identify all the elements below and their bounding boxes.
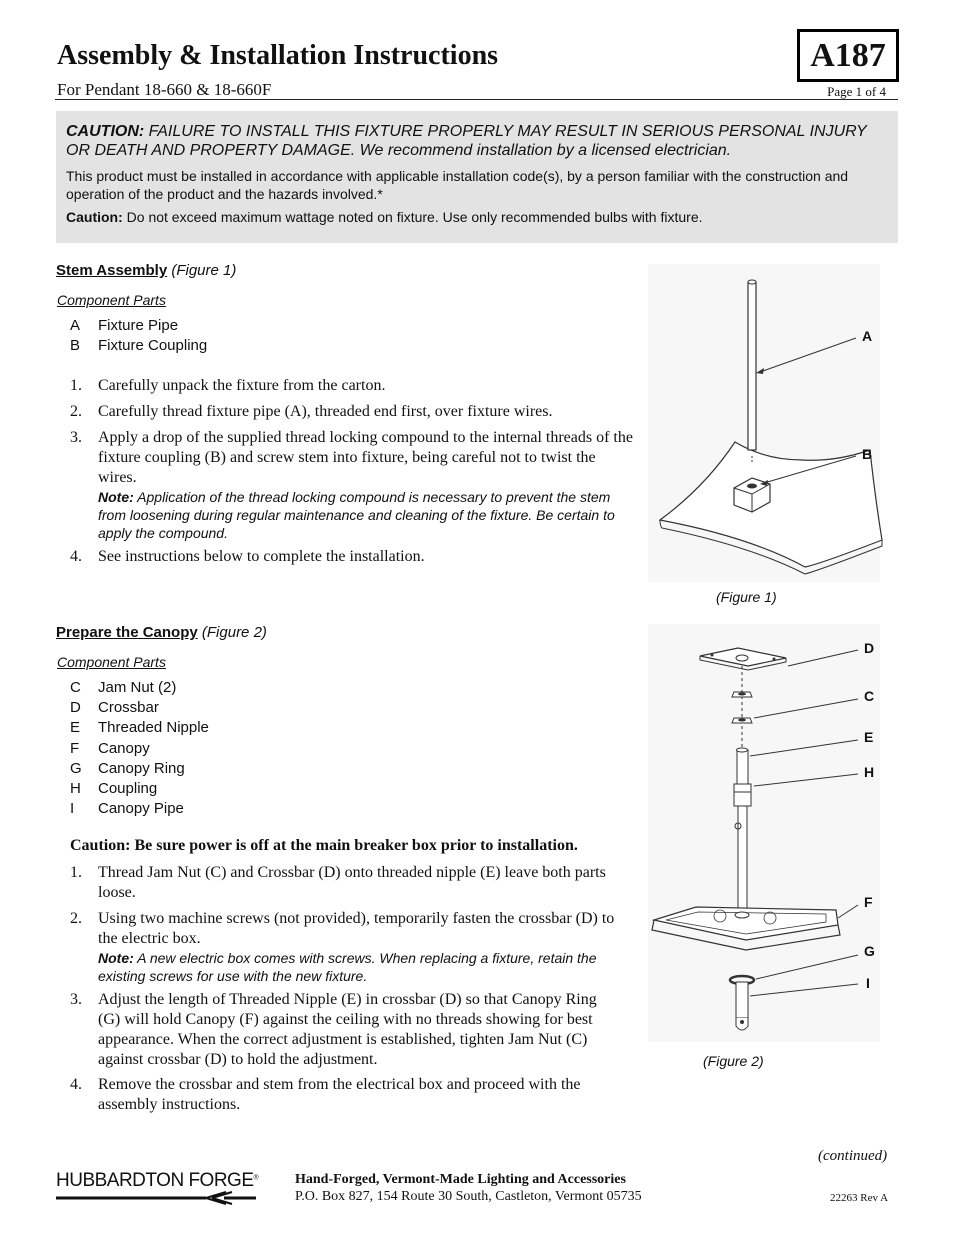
part-name: Canopy <box>98 740 150 757</box>
canopy-step-1 <box>70 863 615 903</box>
canopy-step-2 <box>70 909 615 985</box>
part-item <box>70 317 178 334</box>
part-letter: H <box>70 780 81 797</box>
step-note <box>98 488 635 542</box>
part-name: Canopy Pipe <box>98 800 184 817</box>
callout-label-f: F <box>864 894 873 910</box>
step-text: Remove the crossbar and stem from the electrical box and proceed with the assembly instructions. <box>98 1076 581 1113</box>
callout-label-b: B <box>862 446 873 462</box>
canopy-pipe-i <box>736 982 748 1018</box>
figure-1-caption: (Figure 1) <box>716 589 777 605</box>
wattage-text: Do not exceed maximum wattage noted on fixture. Use only recommended bulbs with fixture. <box>126 209 703 225</box>
figure-2-background <box>648 624 880 1042</box>
figure-1-illustration <box>640 262 900 587</box>
step-number: 4. <box>70 548 82 565</box>
part-letter: C <box>70 679 81 696</box>
callout-label-d: D <box>864 640 875 656</box>
canopy-step-3 <box>70 990 615 1070</box>
canopy-fig-ref: (Figure 2) <box>201 624 267 641</box>
part-letter: A <box>70 317 81 334</box>
part-letter: I <box>70 800 75 817</box>
part-letter: E <box>70 719 81 736</box>
part-name: Coupling <box>98 780 158 797</box>
part-name: Canopy Ring <box>98 760 185 777</box>
part-item <box>70 740 150 757</box>
figure-2-caption: (Figure 2) <box>703 1053 764 1069</box>
callout-label-a: A <box>862 328 873 344</box>
footer-tagline: Hand-Forged, Vermont-Made Lighting and Accessories <box>295 1172 626 1187</box>
part-item <box>70 719 209 736</box>
note-label: Note: <box>98 489 134 505</box>
document-title: Assembly & Installation Instructions <box>57 40 499 71</box>
logo-registered-mark: ® <box>253 1174 259 1182</box>
part-name: Jam Nut (2) <box>98 679 177 696</box>
part-name: Fixture Coupling <box>98 337 208 354</box>
step-text: Apply a drop of the supplied thread locking compound to the internal threads of the fixture coupling (B) and screw stem into fixture, being careful not to twist the wires. <box>98 429 633 486</box>
note-label: Note: <box>98 950 134 966</box>
part-letter: F <box>70 740 80 757</box>
step-text: Carefully unpack the fixture from the carton. <box>98 377 386 394</box>
stem-parts-heading: Component Parts <box>57 292 166 308</box>
fixture-pipe-a <box>748 282 756 450</box>
part-letter: B <box>70 337 81 354</box>
caution-text: FAILURE TO INSTALL THIS FIXTURE PROPERLY MAY RESULT IN SERIOUS PERSONAL INJURY OR DEATH AND PROPERTY DAMAGE. We recommend installation by a licensed electrician. <box>66 123 867 159</box>
part-item <box>70 760 185 777</box>
canopy-section-heading <box>56 624 267 641</box>
step-number: 3. <box>70 991 82 1008</box>
stem-step-3 <box>70 428 635 542</box>
part-item <box>70 780 157 797</box>
part-letter: G <box>70 760 82 777</box>
wattage-label: Caution: <box>66 209 123 225</box>
document-number: A187 <box>797 29 899 82</box>
caution-warning <box>66 122 886 160</box>
callout-label-i: I <box>866 975 870 991</box>
callout-label-c: C <box>864 688 875 704</box>
stem-step-1 <box>70 376 630 396</box>
part-name: Threaded Nipple <box>98 719 209 736</box>
caution-label: CAUTION: <box>66 123 145 140</box>
note-text: A new electric box comes with screws. When replacing a fixture, retain the existing screws for use with the new fixture. <box>98 950 597 984</box>
coupling-h <box>734 784 751 806</box>
step-number: 1. <box>70 864 82 881</box>
stem-step-4 <box>70 547 630 567</box>
step-note <box>98 949 615 985</box>
part-name: Fixture Pipe <box>98 317 179 334</box>
callout-label-h: H <box>864 764 875 780</box>
step-text: Carefully thread fixture pipe (A), threaded end first, over fixture wires. <box>98 403 553 420</box>
step-text: Adjust the length of Threaded Nipple (E) in crossbar (D) so that Canopy Ring (G) will hold Canopy (F) against the ceiling with no threads showing for best appearance. When the correct adjustment is established, tighten Jam Nut (C) against crossbar (D) to hold the adjustment. <box>98 991 597 1068</box>
revision-code: 22263 Rev A <box>830 1192 889 1204</box>
stem-section-heading <box>56 262 236 279</box>
part-item <box>70 337 207 354</box>
canopy-parts-heading: Component Parts <box>57 654 166 670</box>
part-letter: D <box>70 699 81 716</box>
power-caution: Caution: Be sure power is off at the main breaker box prior to installation. <box>70 837 578 854</box>
continued-note: (continued) <box>818 1148 888 1164</box>
step-number: 3. <box>70 429 82 446</box>
page-number: Page 1 of 4 <box>827 84 886 99</box>
step-number: 2. <box>70 403 82 420</box>
figure-2-illustration <box>640 622 900 1047</box>
stem-fig-ref: (Figure 1) <box>171 262 237 279</box>
part-item <box>70 679 176 696</box>
threaded-nipple-e <box>737 750 748 784</box>
caution-wattage <box>66 208 876 226</box>
caution-code-text: This product must be installed in accordance with applicable installation code(s), by a person familiar with the construction and operation of the product and the hazards involved.* <box>66 168 849 202</box>
step-number: 4. <box>70 1076 82 1093</box>
part-item <box>70 800 184 817</box>
step-number: 1. <box>70 377 82 394</box>
step-text: Using two machine screws (not provided), temporarily fasten the crossbar (D) to the electric box. <box>98 910 615 947</box>
step-text: Thread Jam Nut (C) and Crossbar (D) onto threaded nipple (E) leave both parts loose. <box>98 864 606 901</box>
canopy-heading: Prepare the Canopy <box>56 624 198 641</box>
logo-forged-bar <box>56 1191 256 1205</box>
canopy-step-4 <box>70 1075 630 1115</box>
part-name: Crossbar <box>98 699 159 716</box>
callout-label-e: E <box>864 729 874 745</box>
footer-address: P.O. Box 827, 154 Route 30 South, Castleton, Vermont 05735 <box>295 1189 642 1204</box>
logo-wordmark: HUBBARDTON FORGE <box>56 1170 254 1191</box>
part-item <box>70 699 159 716</box>
document-subtitle: For Pendant 18-660 & 18-660F <box>57 80 272 99</box>
hubbardton-forge-logo <box>56 1170 259 1205</box>
step-number: 2. <box>70 910 82 927</box>
note-text: Application of the thread locking compound is necessary to prevent the stem from loosening during regular maintenance and cleaning of the fixture. Be certain to apply the compound. <box>98 489 615 541</box>
stem-step-2 <box>70 402 630 422</box>
canopy-pipe <box>738 806 747 916</box>
header-rule <box>55 99 898 100</box>
stem-heading: Stem Assembly <box>56 262 168 279</box>
callout-label-g: G <box>864 943 875 959</box>
step-text: See instructions below to complete the installation. <box>98 548 425 565</box>
